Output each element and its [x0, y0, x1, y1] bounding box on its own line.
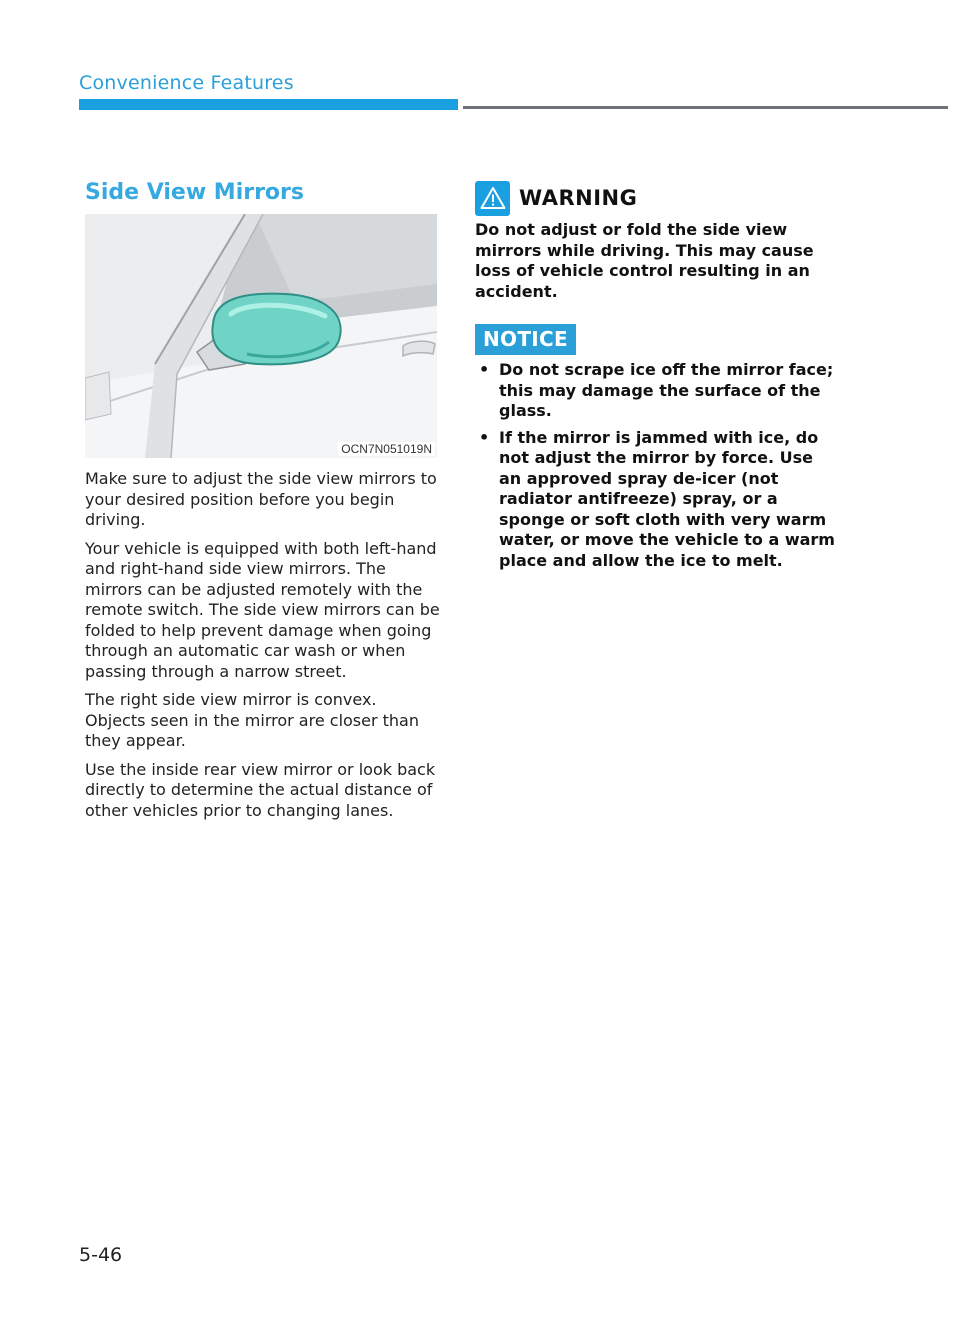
body-text: [85, 469, 440, 829]
paragraph: Make sure to adjust the side view mirrors to your desired position before you begin driving.: [85, 469, 437, 529]
paragraph: Use the inside rear view mirror or look back directly to determine the actual distance of other vehicles prior to changing lanes.: [85, 759, 436, 820]
side-mirror-illustration: [85, 214, 437, 458]
page-number: 5-46: [79, 1244, 123, 1266]
warning-header: [475, 180, 835, 216]
section-title: Side View Mirrors: [85, 180, 304, 205]
warning-label: WARNING: [519, 186, 638, 210]
header-accent-bar: [79, 99, 458, 110]
figure-code: OCN7N051019N: [338, 442, 435, 456]
notice-badge: NOTICE: [475, 324, 576, 355]
paragraph: The right side view mirror is convex. Objects seen in the mirror are closer than they appear.: [85, 690, 419, 750]
notice-list: [475, 360, 835, 577]
warning-text: Do not adjust or fold the side view mirrors while driving. This may cause loss of vehicle control resulting in an accident.: [475, 220, 814, 301]
paragraph: Your vehicle is equipped with both left-hand and right-hand side view mirrors. The mirrors can be adjusted remotely with the remote switch. The side view mirrors can be folded to help prevent damage when going through an automatic car wash or when passing through a narrow street.: [85, 538, 440, 681]
notice-item: • Do not scrape ice off the mirror face; this may damage the surface of the glass.: [475, 360, 835, 422]
header-rule: [463, 106, 948, 109]
warning-box: [475, 180, 835, 302]
notice-item: • If the mirror is jammed with ice, do not adjust the mirror by force. Use an approved spray de-icer (not radiator antifreeze) spray, or a sponge or soft cloth with very warm water, or move the vehicle to a warm place and allow the ice to melt.: [475, 428, 835, 572]
header-section-title: Convenience Features: [79, 72, 294, 94]
warning-triangle-icon: [475, 181, 510, 216]
side-mirror-figure: [85, 214, 437, 458]
